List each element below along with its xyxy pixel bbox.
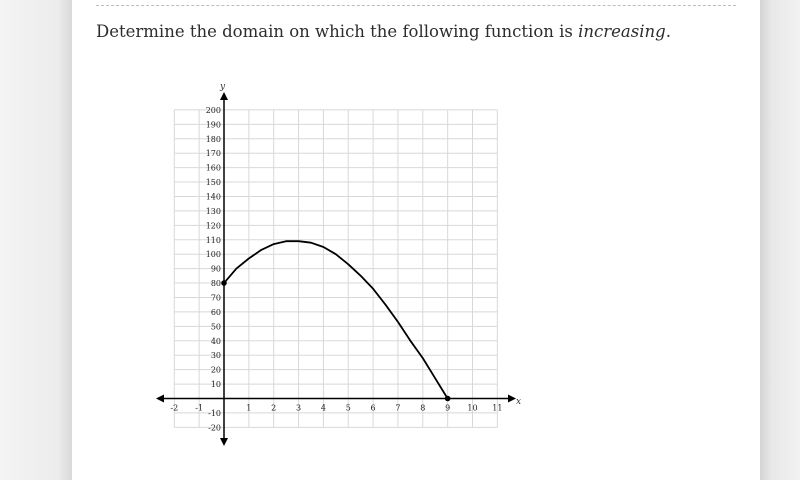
question-suffix: . (665, 22, 671, 41)
y-tick-label: 50 (210, 322, 221, 332)
y-tick-label: -20 (208, 423, 221, 433)
x-tick-label: -2 (170, 403, 179, 413)
y-tick-label: 170 (205, 149, 221, 159)
x-axis-arrow-left (156, 395, 164, 403)
grid-lines (174, 110, 497, 427)
x-tick-label: 9 (445, 403, 451, 413)
y-tick-label: 20 (210, 365, 221, 375)
x-tick-label: 10 (467, 403, 478, 413)
x-tick-label: 2 (271, 403, 277, 413)
y-tick-label: 200 (205, 105, 221, 115)
y-axis-arrow-up (220, 92, 228, 100)
x-tick-label: 1 (246, 403, 252, 413)
endpoint-dot (445, 396, 451, 402)
y-tick-label: 130 (205, 206, 221, 216)
x-tick-label: 7 (395, 403, 401, 413)
y-tick-label: 140 (205, 192, 221, 202)
y-axis-label: y (220, 82, 226, 92)
endpoint-dot (221, 280, 227, 286)
y-tick-label: -10 (208, 408, 221, 418)
x-tick-label: 6 (370, 403, 376, 413)
y-tick-label: 30 (210, 351, 221, 361)
question-prefix: Determine the domain on which the following function is (96, 22, 579, 41)
y-tick-label: 60 (210, 307, 221, 317)
y-tick-label: 80 (210, 279, 221, 289)
y-tick-label: 110 (205, 235, 221, 245)
x-tick-label: 3 (296, 403, 302, 413)
x-tick-label: 4 (320, 403, 326, 413)
y-tick-label: 70 (210, 293, 221, 303)
y-tick-label: 160 (205, 163, 221, 173)
x-tick-label: 8 (420, 403, 426, 413)
function-curve (221, 241, 450, 401)
y-tick-label: 150 (205, 178, 221, 188)
y-tick-label: 40 (210, 336, 221, 346)
y-tick-label: 10 (210, 380, 221, 390)
y-tick-label: 120 (205, 221, 221, 231)
y-tick-label: 90 (210, 264, 221, 274)
x-axis-arrow-right (508, 395, 516, 403)
x-tick-label: 11 (492, 403, 503, 413)
x-tick-label: -1 (195, 403, 204, 413)
y-tick-label: 190 (205, 120, 221, 130)
y-tick-label: 100 (205, 250, 221, 260)
y-axis-arrow-down (220, 438, 228, 446)
series-line (224, 241, 448, 398)
question-emphasis: increasing (578, 22, 666, 41)
x-axis-label: x (516, 397, 522, 407)
y-tick-label: 180 (205, 134, 221, 144)
x-tick-label: 5 (345, 403, 351, 413)
